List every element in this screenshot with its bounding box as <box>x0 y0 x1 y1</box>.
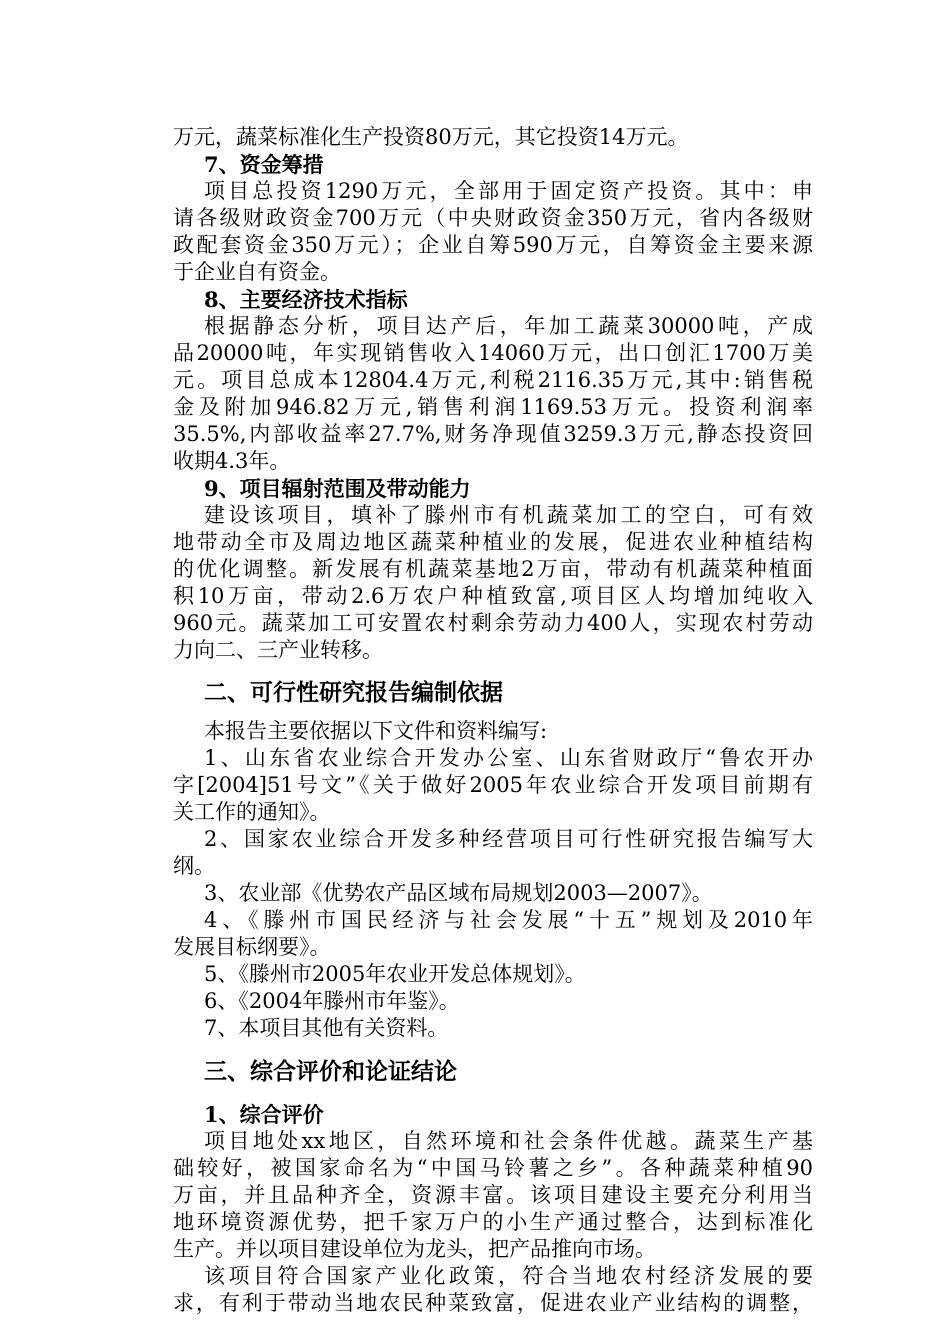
paragraph-line: 地环境资源优势，把千家万户的小生产通过整合，达到标准化 <box>173 1210 813 1234</box>
paragraph-line: 政配套资金350万元）；企业自筹590万元，自筹资金主要来源 <box>173 233 813 257</box>
list-item-4: 4、《滕州市国民经济与社会发展“十五”规划及2010年 <box>204 908 813 932</box>
paragraph-line: 建设该项目，填补了滕州市有机蔬菜加工的空白，可有效 <box>204 503 813 527</box>
paragraph-line: 品20000吨，年实现销售收入14060万元，出口创汇1700万美 <box>173 341 813 365</box>
list-item-7: 7、本项目其他有关资料。 <box>204 1016 449 1040</box>
subheading-funding: 7、资金筹措 <box>204 152 324 177</box>
paragraph-line: 生产。并以项目建设单位为龙头，把产品推向市场。 <box>173 1237 656 1261</box>
paragraph-line: 关工作的通知》。 <box>173 800 331 824</box>
paragraph-line: 960元。蔬菜加工可安置农村剩余劳动力400人，实现农村劳动 <box>173 611 813 635</box>
paragraph-line: 项目总投资1290万元，全部用于固定资产投资。其中：申 <box>204 179 813 203</box>
paragraph-line: 础较好，被国家命名为“中国马铃薯之乡”。各种蔬菜种植90 <box>173 1156 813 1180</box>
paragraph-line: 35.5%,内部收益率27.7%,财务净现值3259.3万元,静态投资回 <box>173 422 813 446</box>
paragraph-line: 项目地处xx地区，自然环境和社会条件优越。蔬菜生产基 <box>204 1129 813 1153</box>
paragraph-line: 地带动全市及周边地区蔬菜种植业的发展，促进农业种植结构 <box>173 530 813 554</box>
paragraph-line: 收期4.3年。 <box>173 449 291 473</box>
list-item-3: 3、农业部《优势农产品区域布局规划2003—2007》。 <box>204 881 713 905</box>
paragraph-line: 纲。 <box>173 854 215 878</box>
section-heading-evaluation: 三、综合评价和论证结论 <box>204 1059 457 1085</box>
paragraph-line: 万亩，并且品种齐全，资源丰富。该项目建设主要充分利用当 <box>173 1183 813 1207</box>
list-item-2: 2、国家农业综合开发多种经营项目可行性研究报告编写大 <box>204 827 813 851</box>
paragraph-line: 元。项目总成本12804.4万元,利税2116.35万元,其中:销售税 <box>173 368 813 392</box>
section-heading-basis: 二、可行性研究报告编制依据 <box>204 680 503 706</box>
paragraph-line: 求，有利于带动当地农民种菜致富，促进农业产业结构的调整， <box>173 1291 813 1315</box>
paragraph-line: 该项目符合国家产业化政策，符合当地农村经济发展的要 <box>204 1264 813 1288</box>
list-item-6: 6、《2004年滕州市年鉴》。 <box>204 989 460 1013</box>
subheading-radiation: 9、项目辐射范围及带动能力 <box>204 476 471 501</box>
paragraph-line: 积10万亩，带动2.6万农户种植致富,项目区人均增加纯收入 <box>173 584 813 608</box>
subheading-comprehensive: 1、综合评价 <box>204 1102 324 1127</box>
paragraph-line: 金及附加946.82万元,销售利润1169.53万元。投资利润率 <box>173 395 813 419</box>
paragraph-line: 力向二、三产业转移。 <box>173 638 383 662</box>
paragraph-line: 发展目标纲要》。 <box>173 935 331 959</box>
paragraph-line: 字[2004]51号文”《关于做好2005年农业综合开发项目前期有 <box>173 773 813 797</box>
paragraph-line: 的优化调整。新发展有机蔬菜基地2万亩，带动有机蔬菜种植面 <box>173 557 813 581</box>
paragraph-line: 本报告主要依据以下文件和资料编写: <box>204 719 548 743</box>
paragraph-line: 万元，蔬菜标准化生产投资80万元，其它投资14万元。 <box>173 125 689 149</box>
subheading-indicators: 8、主要经济技术指标 <box>204 287 408 312</box>
list-item-1: 1、山东省农业综合开发办公室、山东省财政厅“鲁农开办 <box>204 746 813 770</box>
paragraph-line: 根据静态分析，项目达产后，年加工蔬菜30000吨，产成 <box>204 314 813 338</box>
list-item-5: 5、《滕州市2005年农业开发总体规划》。 <box>204 962 586 986</box>
paragraph-line: 于企业自有资金。 <box>173 260 341 284</box>
paragraph-line: 请各级财政资金700万元（中央财政资金350万元，省内各级财 <box>173 206 813 230</box>
